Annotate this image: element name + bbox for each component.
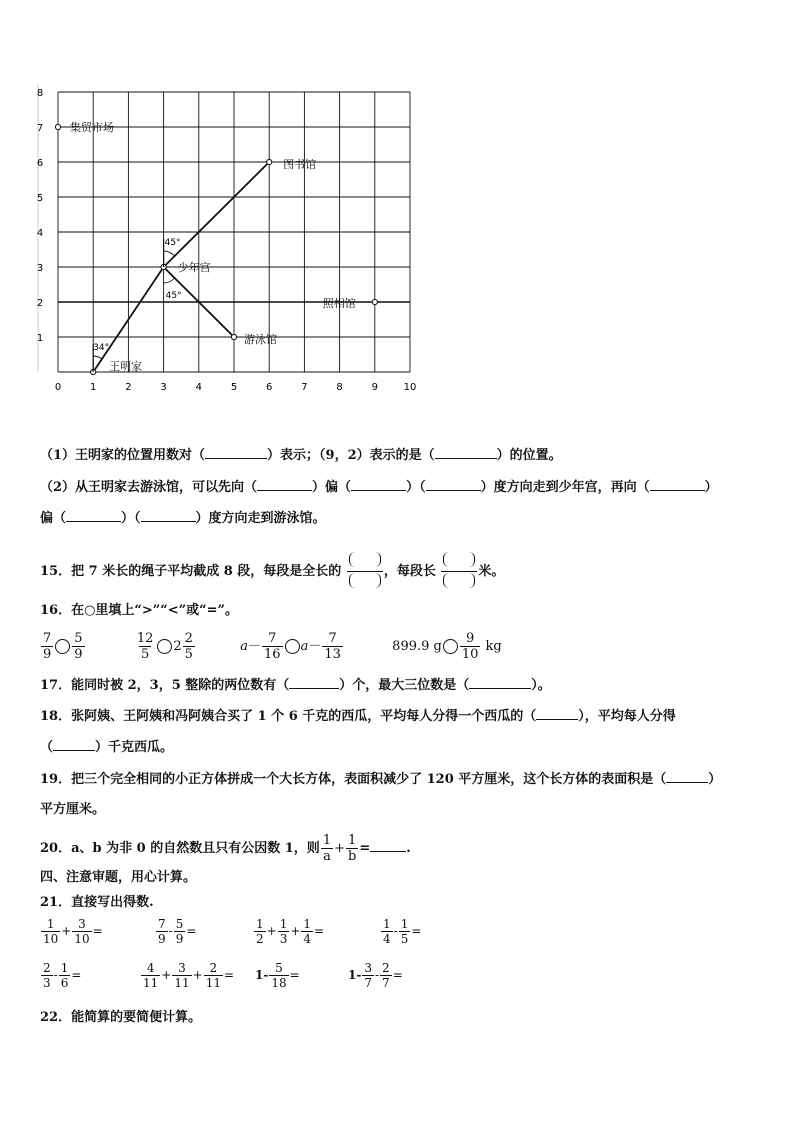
compare-circle[interactable] xyxy=(285,639,300,654)
angle-arc xyxy=(164,251,175,256)
x-tick-label: 9 xyxy=(371,382,378,393)
coordinate-grid xyxy=(30,80,430,400)
location-point xyxy=(55,124,60,129)
calc-item: 1- $\frac{5}{18}$ = xyxy=(255,961,300,990)
location-label: 图书馆 xyxy=(283,158,317,171)
x-tick-label: 8 xyxy=(336,382,343,393)
location-label: 王明家 xyxy=(109,360,143,373)
location-point xyxy=(267,159,272,164)
q16-title: 16．在○里填上“>”“<”或“=”。 xyxy=(40,603,238,618)
calc-item: $\frac{2}{3}$ - $\frac{1}{6}$ = xyxy=(43,961,82,990)
q16-comparisons: $\frac{7}{9}$ $\frac{5}{9}$ $\frac{12}{5}$ 2 $\frac{2}{5}$ a－ $\frac{7}{16}$ a－ $\frac{7}{13}$ 899.9 g $\frac{9}{10}$ kg xyxy=(43,631,502,662)
y-tick-label: 8 xyxy=(36,88,44,99)
q17: 17．能同时被 2，3，5 整除的两位数有（ ）个，最大三位数是（ ）。 xyxy=(40,675,551,696)
calc-item: $\frac{1}{10}$ + $\frac{3}{10}$ = xyxy=(43,917,103,946)
compare-circle[interactable] xyxy=(443,639,458,654)
answer-blank[interactable] xyxy=(469,675,531,689)
y-tick-label: 6 xyxy=(36,158,44,169)
location-label: 集贸市场 xyxy=(70,121,114,134)
location-label: 少年宫 xyxy=(177,261,211,274)
location-point xyxy=(231,334,236,339)
answer-blank[interactable] xyxy=(205,445,267,459)
angle-arc xyxy=(93,356,102,359)
location-label: 照相馆 xyxy=(322,297,356,310)
answer-fraction-blank[interactable] xyxy=(441,552,477,591)
x-tick-label: 4 xyxy=(195,382,202,393)
x-tick-label: 3 xyxy=(160,382,167,393)
q14-part1: （1）王明家的位置用数对（ ）表示；（9，2）表示的是（ ）的位置。 xyxy=(40,445,562,466)
q18-line1: 18．张阿姨、王阿姨和冯阿姨合买了 1 个 6 千克的西瓜，平均每人分得一个西瓜的（ ），平均每人分得 xyxy=(40,706,676,727)
angle-arc xyxy=(164,278,175,283)
answer-blank[interactable] xyxy=(536,706,578,720)
answer-blank[interactable] xyxy=(351,477,406,491)
x-tick-label: 1 xyxy=(90,382,97,393)
calc-item: $\frac{4}{11}$ + $\frac{3}{11}$ + $\frac{2}{11}$ = xyxy=(143,961,235,990)
x-tick-label: 0 xyxy=(54,382,62,393)
calc-item: $\frac{7}{9}$ - $\frac{5}{9}$ = xyxy=(158,917,197,946)
y-tick-label: 4 xyxy=(36,228,44,239)
y-tick-label: 7 xyxy=(36,123,44,134)
answer-blank[interactable] xyxy=(257,477,312,491)
route-segment xyxy=(164,162,270,267)
location-point xyxy=(372,299,377,304)
calc-item: $\frac{1}{2}$ + $\frac{1}{3}$ + $\frac{1}{4}$ = xyxy=(256,917,325,946)
x-tick-label: 6 xyxy=(266,382,273,393)
compare-circle[interactable] xyxy=(157,639,172,654)
section-heading: 四、注意审题，用心计算。 xyxy=(40,870,197,885)
answer-blank[interactable] xyxy=(53,737,95,751)
answer-blank[interactable] xyxy=(426,477,481,491)
calc-item: 1- $\frac{3}{7}$ - $\frac{2}{7}$ = xyxy=(348,961,403,990)
q18-line2: （ ）千克西瓜。 xyxy=(40,737,173,758)
q14-part2: （2）从王明家去游泳馆，可以先向（ ）偏（ ）（ ）度方向走到少年宫，再向（ ） xyxy=(40,477,718,498)
compare-circle[interactable] xyxy=(55,639,70,654)
angle-label: 45° xyxy=(165,291,182,301)
answer-blank[interactable] xyxy=(289,675,339,689)
answer-blank[interactable] xyxy=(650,477,705,491)
q21-title: 21．直接写出得数. xyxy=(40,895,154,910)
angle-label: 34° xyxy=(93,343,110,353)
q14-part3: 偏（ ）（ ）度方向走到游泳馆。 xyxy=(40,508,326,529)
y-tick-label: 3 xyxy=(36,263,44,274)
answer-blank[interactable] xyxy=(370,838,406,852)
location-label: 游泳馆 xyxy=(244,333,277,346)
x-tick-label: 5 xyxy=(230,382,238,393)
calc-item: $\frac{1}{4}$ - $\frac{1}{5}$ = xyxy=(383,917,422,946)
answer-blank[interactable] xyxy=(141,508,196,522)
q19-line2: 平方厘米。 xyxy=(40,802,106,817)
q15: 15．把 7 米长的绳子平均截成 8 段，每段是全长的 ，每段长 米。 xyxy=(40,552,504,591)
y-tick-label: 5 xyxy=(36,193,44,204)
q19-line1: 19．把三个完全相同的小正方体拼成一个大长方体，表面积减少了 120 平方厘米，这个长方体的表面积是（ ） xyxy=(40,769,721,790)
x-tick-label: 7 xyxy=(301,382,308,393)
angle-label: 45° xyxy=(164,238,181,248)
answer-fraction-blank[interactable] xyxy=(347,552,383,591)
y-tick-label: 1 xyxy=(36,333,44,344)
answer-blank[interactable] xyxy=(66,508,121,522)
x-tick-label: 10 xyxy=(403,382,417,393)
answer-blank[interactable] xyxy=(435,445,497,459)
answer-blank[interactable] xyxy=(666,769,708,783)
q22-title: 22．能简算的要简便计算。 xyxy=(40,1010,202,1025)
q20: 20．a、b 为非 0 的自然数且只有公因数 1，则 $\frac{1}{a}$ + $\frac{1}{b}$ = . xyxy=(40,833,411,864)
y-tick-label: 2 xyxy=(36,298,44,309)
x-tick-label: 2 xyxy=(125,382,132,393)
